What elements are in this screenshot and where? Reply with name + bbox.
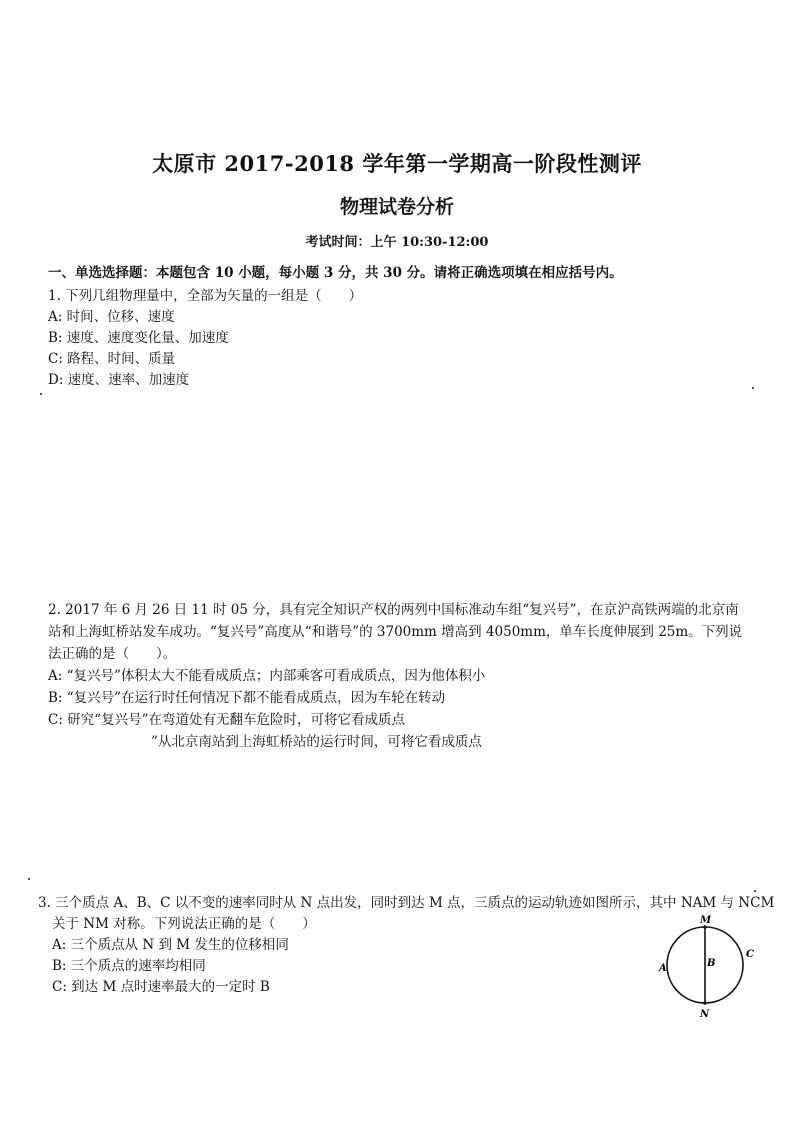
question-2-stem-line2: 站和上海虹桥站发车成功。“复兴号”高度从“和谐号”的 3700mm 增高到 4050mm，单车长度伸展到 25m。下列说: [48, 624, 743, 640]
label-n: N: [700, 1009, 710, 1020]
question-2: [48, 599, 742, 753]
question-1-option-a: A: 时间、位移、速度: [48, 309, 175, 325]
point-n: [703, 1001, 707, 1005]
question-3-option-a: A: 三个质点从 N 到 M 发生的位移相同: [52, 937, 289, 953]
question-1: [48, 286, 362, 391]
edge-mark-left: [40, 393, 42, 395]
question-1-option-b: B: 速度、速度变化量、加速度: [48, 330, 229, 346]
section-heading: 一、单选选择题：本题包含 10 小题，每小题 3 分，共 30 分。请将正确选项填在相应括号内。: [48, 265, 623, 281]
question-3-option-b: B: 三个质点的速率均相同: [52, 958, 206, 974]
question-1-option-d: D: 速度、速率、加速度: [48, 372, 190, 388]
exam-time: 考试时间：上午 10:30-12:00: [305, 235, 489, 250]
edge-mark-right-2: [754, 890, 756, 892]
page-subtitle: 物理试卷分析: [339, 196, 454, 218]
label-a: A: [659, 963, 667, 974]
question-3-stem-line1: 3. 三个质点 A、B、C 以不变的速率同时从 N 点出发，同时到达 M 点，三质点的运动轨迹如图所示，其中 NAM 与 NCM: [38, 895, 775, 911]
edge-mark-left-2: [28, 878, 30, 880]
question-1-stem: 1. 下列几组物理量中，全部为矢量的一组是（ ）: [48, 288, 363, 304]
question-3-option-c: C: 到达 M 点时速率最大的一定时 B: [52, 979, 270, 995]
question-2-stem-line3: 法正确的是（ ）。: [48, 646, 177, 662]
edge-mark-right: [752, 387, 754, 389]
question-2-option-c: C: 研究“复兴号”在弯道处有无翻车危险时，可将它看成质点: [48, 712, 405, 728]
question-1-option-c: C: 路程、时间、质量: [48, 351, 176, 367]
page-title: 太原市 2017-2018 学年第一学期高一阶段性测评: [152, 151, 642, 176]
question-2-stem-line1: 2. 2017 年 6 月 26 日 11 时 05 分，具有完全知识产权的两列中国标准动车组“复兴号”，在京沪高铁两端的北京南: [48, 602, 739, 618]
trajectory-diagram: [650, 910, 760, 1020]
question-2-option-b: B: “复兴号”在运行时任何情况下都不能看成质点，因为车轮在转动: [48, 690, 446, 706]
label-b: B: [707, 958, 716, 969]
label-m: M: [700, 915, 712, 926]
question-2-option-a: A: “复兴号”体积太大不能看成质点；内部乘客可看成质点，因为他体积小: [48, 668, 486, 684]
question-3-stem-line2: 关于 NM 对称。下列说法正确的是（ ）: [52, 916, 316, 932]
label-c: C: [746, 949, 754, 960]
question-2-option-d-partial: ”从北京南站到上海虹桥站的运行时间，可将它看成质点: [151, 734, 482, 750]
